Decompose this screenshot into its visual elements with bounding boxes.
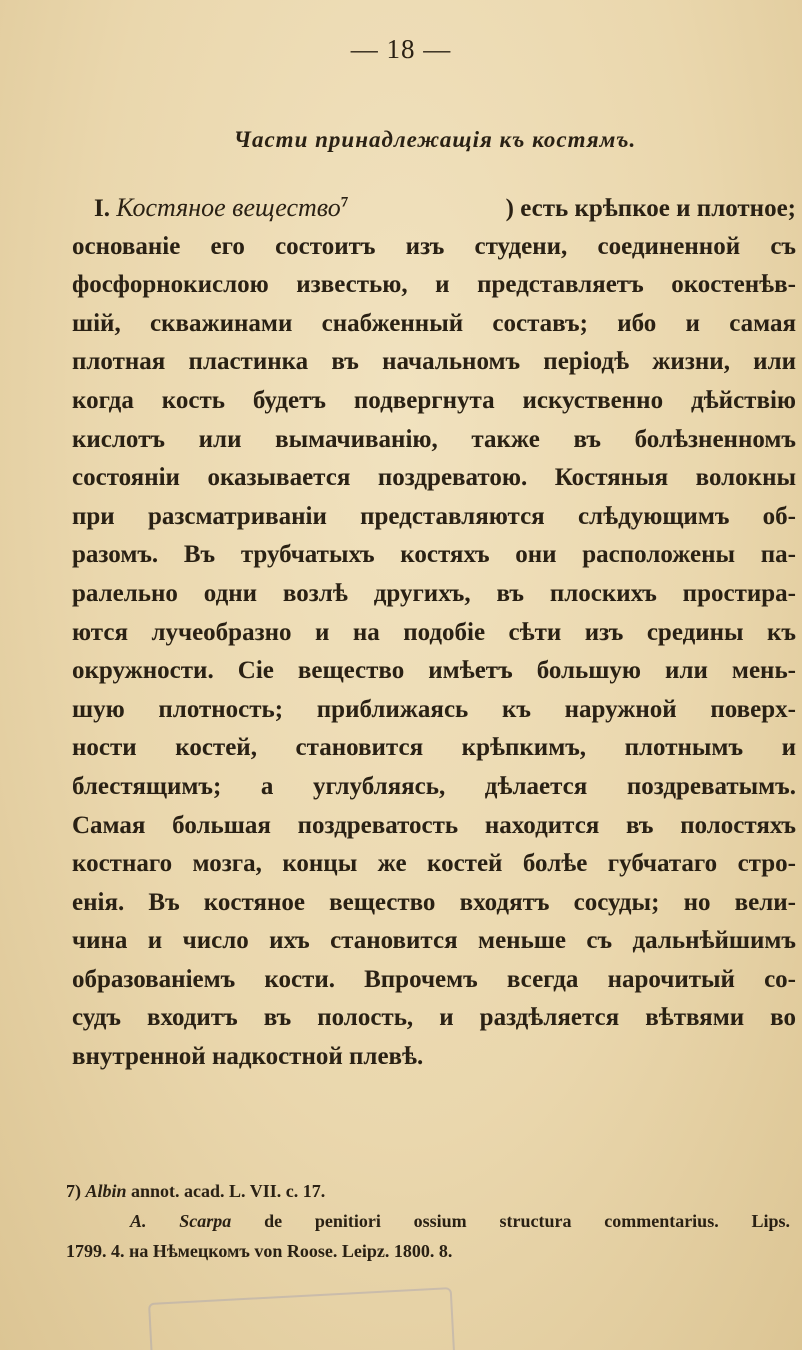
text-line: при разсматриваніи представляются слѣдующимъ об- [72, 502, 796, 530]
text-line: енія. Въ костяное вещество входятъ сосуды; но вели- [72, 888, 796, 916]
footnote-text: annot. acad. L. VII. c. 17. [131, 1181, 326, 1201]
text-line: окружности. Сіе вещество имѣетъ большую или мень- [72, 657, 796, 685]
paragraph-term: Костяное вещество [116, 193, 341, 222]
paragraph-first-line [72, 189, 796, 228]
paragraph-lead: I. [94, 195, 110, 222]
footnote-3: 1799. 4. на Нѣмецкомъ von Roose. Leipz. 1800. 8. [66, 1241, 453, 1261]
paragraph-lead-rest: ) есть крѣпкое и плотное; [505, 195, 796, 222]
text-line: ются лучеобразно и на подобіе сѣти изъ средины къ [72, 618, 796, 646]
text-line: фосфорнокислою известью, и представляетъ окостенѣв- [72, 271, 796, 299]
text-line: шую плотность; приближаясь къ наружной поверх- [72, 695, 796, 723]
footnote-text: de penitiori ossium structura commentarius. Lips. [264, 1211, 791, 1231]
text-line: основаніе его состоитъ изъ студени, соединенной съ [72, 232, 796, 260]
first-line-start [94, 189, 348, 229]
text-line: ности костей, становится крѣпкимъ, плотнымъ и [72, 734, 796, 762]
text-line: шій, скважинами снабженный составъ; ибо и самая [72, 309, 796, 337]
section-title: Части принадлежащія къ костямъ. [233, 127, 637, 152]
text-line: судъ входитъ въ полость, и раздѣляется вѣтвями во [72, 1004, 796, 1032]
text-line: чина и число ихъ становится меньше съ дальнѣйшимъ [72, 927, 796, 955]
footnote-2 [66, 1206, 790, 1236]
footnotes [66, 1176, 790, 1266]
page-number: — 18 — [350, 34, 452, 64]
text-line: образованіемъ кости. Впрочемъ всегда нарочитый со- [72, 965, 796, 993]
footnote-author: A. Scarpa [130, 1211, 232, 1231]
text-line: Самая большая поздреватость находится въ полостяхъ [72, 811, 796, 839]
text-line: состояніи оказывается поздреватою. Костяныя волокны [72, 464, 796, 492]
text-line: плотная пластинка въ начальномъ періодѣ жизни, или [72, 348, 796, 376]
footnote-author: Albin [85, 1181, 127, 1201]
text-line: разомъ. Въ трубчатыхъ костяхъ они расположены па- [72, 541, 796, 569]
footnote-1 [66, 1176, 790, 1206]
text-line: когда кость будетъ подвергнута искуственно дѣйствію [72, 386, 796, 414]
library-stamp [148, 1287, 456, 1350]
text-line: ралельно одни возлѣ другихъ, въ плоскихъ простира- [72, 579, 796, 607]
text-line: блестящимъ; а углубляясь, дѣлается поздреватымъ. [72, 772, 796, 800]
text-line: костнаго мозга, концы же костей болѣе губчатаго стро- [72, 850, 796, 878]
body-paragraph [72, 189, 796, 1077]
footnote-number: 7) [66, 1181, 81, 1201]
text-line: кислотъ или вымачиванію, также въ болѣзненномъ [72, 425, 796, 453]
footnote-ref: 7 [340, 194, 349, 211]
text-line-last: внутренной надкостной плевѣ. [72, 1043, 424, 1071]
